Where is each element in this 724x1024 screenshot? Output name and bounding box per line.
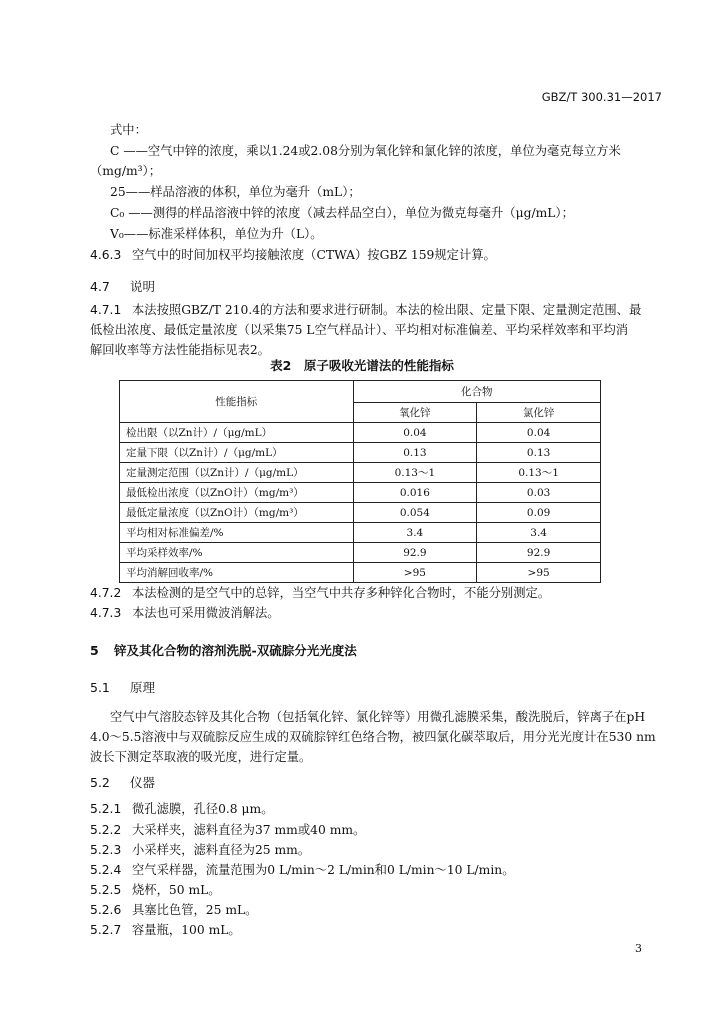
row-label: 定量测定范围（以Zn计）/（μg/mL） xyxy=(120,463,354,483)
clause-text: 小采样夹，滤料直径为25 mm。 xyxy=(132,843,311,857)
row-value-zinc-oxide: 92.9 xyxy=(353,543,477,563)
row-value-zinc-chloride: 3.4 xyxy=(477,523,601,543)
clause-number: 5.2.6 xyxy=(90,903,122,917)
instrument-item xyxy=(90,880,221,898)
formula-intro: 式中： xyxy=(110,123,147,137)
instrument-item xyxy=(90,920,241,938)
clause-number: 5.2.2 xyxy=(90,823,122,837)
row-value-zinc-chloride: >95 xyxy=(477,563,601,583)
row-label: 检出限（以Zn计）/（μg/mL） xyxy=(120,423,354,443)
clause-number: 4.7.2 xyxy=(90,586,122,600)
clause-text: 容量瓶，100 mL。 xyxy=(132,923,241,937)
section-title: 仪器 xyxy=(130,775,156,790)
table-row xyxy=(120,483,601,503)
instrument-item xyxy=(90,860,515,878)
row-value-zinc-chloride: 0.13～1 xyxy=(477,463,601,483)
table-row xyxy=(120,463,601,483)
principle-line-3: 波长下测定萃取液的吸光度，进行定量。 xyxy=(90,750,312,764)
row-label: 最低检出浓度（以ZnO计）（mg/m³） xyxy=(120,483,354,503)
table-row xyxy=(120,503,601,523)
principle-line-1: 空气中气溶胶态锌及其化合物（包括氧化锌、氯化锌等）用微孔滤膜采集，酸洗脱后，锌离子在pH xyxy=(110,710,646,724)
row-value-zinc-chloride: 0.09 xyxy=(477,503,601,523)
table-header-metric: 性能指标 xyxy=(120,381,354,423)
row-label: 最低定量浓度（以ZnO计）（mg/m³） xyxy=(120,503,354,523)
clause-4-7-1-line-2: 低检出浓度、最低定量浓度（以采集75 L空气样品计）、平均相对标准偏差、平均采样效率和平均消 xyxy=(90,323,629,337)
clause-text: 具塞比色管，25 mL。 xyxy=(132,903,258,917)
table-row xyxy=(120,563,601,583)
row-value-zinc-oxide: 0.04 xyxy=(353,423,477,443)
row-value-zinc-oxide: 0.054 xyxy=(353,503,477,523)
row-value-zinc-oxide: 0.13 xyxy=(353,443,477,463)
row-label: 平均采样效率/% xyxy=(120,543,354,563)
section-number: 5 xyxy=(90,643,99,658)
standard-code: GBZ/T 300.31—2017 xyxy=(541,90,662,104)
table-header-zinc-chloride: 氯化锌 xyxy=(477,403,601,423)
clause-4-7-1 xyxy=(90,300,641,318)
table-header-zinc-oxide: 氧化锌 xyxy=(353,403,477,423)
table-row xyxy=(120,423,601,443)
instrument-item xyxy=(90,820,365,838)
clause-4-7-1-line-3: 解回收率等方法性能指标见表2。 xyxy=(90,343,270,357)
table-caption: 表2 原子吸收光谱法的性能指标 xyxy=(270,358,454,373)
section-number: 5.2 xyxy=(90,775,110,790)
clause-number: 4.6.3 xyxy=(90,248,122,262)
table-row xyxy=(120,543,601,563)
row-value-zinc-chloride: 92.9 xyxy=(477,543,601,563)
clause-number: 5.2.1 xyxy=(90,802,122,816)
section-title: 原理 xyxy=(130,680,156,695)
clause-number: 5.2.4 xyxy=(90,863,122,877)
clause-number: 5.2.7 xyxy=(90,923,122,937)
clause-4-6-3 xyxy=(90,245,496,263)
instrument-item xyxy=(90,840,310,858)
row-label: 定量下限（以Zn计）/（μg/mL） xyxy=(120,443,354,463)
row-value-zinc-oxide: >95 xyxy=(353,563,477,583)
clause-number: 4.7.1 xyxy=(90,303,122,317)
section-number: 4.7 xyxy=(90,279,110,294)
formula-c-definition-cont: （mg/m³）； xyxy=(90,164,162,178)
section-5-1-heading xyxy=(90,678,155,696)
section-5-2-heading xyxy=(90,773,155,791)
section-number: 5.1 xyxy=(90,680,110,695)
section-4-7-heading xyxy=(90,277,155,295)
row-value-zinc-chloride: 0.04 xyxy=(477,423,601,443)
row-value-zinc-oxide: 0.016 xyxy=(353,483,477,503)
table-row xyxy=(120,523,601,543)
row-value-zinc-oxide: 0.13～1 xyxy=(353,463,477,483)
clause-text: 空气采样器，流量范围为0 L/min～2 L/min和0 L/min～10 L/min。 xyxy=(132,863,515,877)
page-number: 3 xyxy=(635,942,642,955)
clause-number: 5.2.5 xyxy=(90,883,122,897)
formula-c-definition: C ——空气中锌的浓度，乘以1.24或2.08分别为氧化锌和氯化锌的浓度，单位为毫克每立方米 xyxy=(110,144,621,158)
table-header-compound: 化合物 xyxy=(353,381,600,403)
clause-number: 4.7.3 xyxy=(90,606,122,620)
clause-4-7-3 xyxy=(90,603,280,621)
clause-text-line-1: 本法按照GBZ/T 210.4的方法和要求进行研制。本法的检出限、定量下限、定量测定范围、最 xyxy=(132,303,642,317)
performance-table xyxy=(119,380,601,583)
table-row xyxy=(120,443,601,463)
row-value-zinc-chloride: 0.03 xyxy=(477,483,601,503)
row-value-zinc-oxide: 3.4 xyxy=(353,523,477,543)
instrument-item xyxy=(90,799,274,817)
clause-text: 本法检测的是空气中的总锌，当空气中共存多种锌化合物时，不能分别测定。 xyxy=(132,586,551,600)
section-5-heading xyxy=(90,641,357,659)
formula-v0-definition: V₀——标准采样体积，单位为升（L）。 xyxy=(110,227,323,241)
clause-text: 烧杯，50 mL。 xyxy=(132,883,221,897)
clause-4-7-2 xyxy=(90,583,550,601)
formula-c0-definition: C₀ ——测得的样品溶液中锌的浓度（减去样品空白），单位为微克每毫升（μg/mL）； xyxy=(110,206,574,220)
clause-text: 微孔滤膜，孔径0.8 μm。 xyxy=(132,802,274,816)
section-title: 说明 xyxy=(130,279,156,294)
row-value-zinc-chloride: 0.13 xyxy=(477,443,601,463)
clause-text: 大采样夹，滤料直径为37 mm或40 mm。 xyxy=(132,823,366,837)
section-title: 锌及其化合物的溶剂洗脱-双硫腙分光光度法 xyxy=(114,643,357,658)
clause-text: 空气中的时间加权平均接触浓度（CTWA）按GBZ 159规定计算。 xyxy=(132,248,496,262)
row-label: 平均消解回收率/% xyxy=(120,563,354,583)
instrument-item xyxy=(90,900,257,918)
clause-text: 本法也可采用微波消解法。 xyxy=(132,606,280,620)
row-label: 平均相对标准偏差/% xyxy=(120,523,354,543)
formula-25-definition: 25——样品溶液的体积，单位为毫升（mL）； xyxy=(110,185,361,199)
principle-line-2: 4.0～5.5溶液中与双硫腙反应生成的双硫腙锌红色络合物，被四氯化碳萃取后，用分光光度计在530 nm xyxy=(90,730,656,744)
clause-number: 5.2.3 xyxy=(90,843,122,857)
